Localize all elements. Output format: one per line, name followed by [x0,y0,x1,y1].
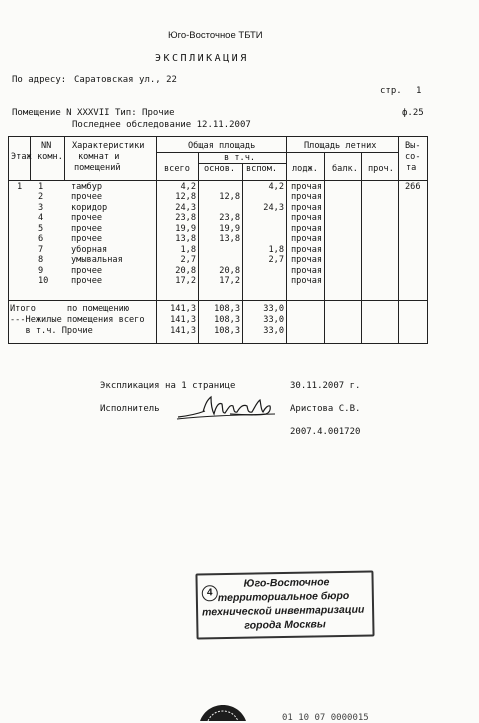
room-name: прочее [71,213,103,223]
totals-main-area: 108,3 [214,304,240,314]
room-name: прочее [71,266,103,276]
height-value: 266 [405,182,421,192]
room-total-area: 1,8 [180,245,196,255]
round-seal-partial [198,704,248,721]
room-type: прочая [291,255,323,265]
bottom-code: 01 10 07 0000015 [282,713,369,723]
survey-line: Последнее обследование 12.11.2007 [72,120,251,130]
signature [175,392,280,422]
totals-total-area: 141,3 [170,304,196,314]
address-label: По адресу: [12,75,67,85]
room-total-area: 4,2 [180,182,196,192]
totals-label: в т.ч. Прочие [10,326,93,336]
floor-value: 1 [17,182,23,192]
head-summer: Площадь летних [304,141,377,151]
room-aux-area: 2,7 [268,255,284,265]
executor-name: Аристова С.В. [290,404,361,414]
totals-label: Итого по помещению [10,304,129,314]
room-total-area: 20,8 [175,266,196,276]
totals-main-area: 108,3 [214,315,240,325]
room-type: прочая [291,245,323,255]
head-char-1: Характеристики [72,141,145,151]
org-name: Юго-Восточное ТБТИ [168,30,263,41]
totals-label: ---Нежилые помещения всего [10,315,145,325]
room-name: уборная [71,245,108,255]
room-type: прочая [291,266,323,276]
stamp-line-4: города Москвы [244,618,326,632]
head-incl: в т.ч. [224,153,256,163]
room-number: 3 [38,203,44,213]
page-number: 1 [416,86,422,96]
totals-aux-area: 33,0 [263,326,284,336]
stamp-line-3: технической инвентаризации [202,603,365,619]
totals-aux-area: 33,0 [263,315,284,325]
head-height-3: та [406,163,417,173]
room-name: прочее [71,192,103,202]
totals-main-area: 108,3 [214,326,240,336]
head-all: всего [164,164,190,174]
head-height-1: Вы- [405,141,421,151]
room-number: 4 [38,213,44,223]
totals-aux-area: 33,0 [263,304,284,314]
room-main-area: 19,9 [219,224,240,234]
room-number: 6 [38,234,44,244]
head-total-area: Общая площадь [188,141,256,151]
room-name: тамбур [71,182,103,192]
room-total-area: 23,8 [175,213,196,223]
room-main-area: 20,8 [219,266,240,276]
room-number: 2 [38,192,44,202]
page-label: стр. [380,86,402,96]
head-balcony: балк. [332,164,358,174]
room-type: прочая [291,224,323,234]
room-name: прочее [71,234,103,244]
room-aux-area: 24,3 [263,203,284,213]
room-name: прочее [71,276,103,286]
room-aux-area: 4,2 [268,182,284,192]
doc-code: 2007.4.001720 [290,427,361,437]
footer-date: 30.11.2007 г. [290,381,361,391]
executor-label: Исполнитель [100,404,160,414]
room-type: прочая [291,234,323,244]
room-number: 7 [38,245,44,255]
room-number: 1 [38,182,44,192]
room-total-area: 24,3 [175,203,196,213]
bti-stamp [195,570,374,639]
room-name: коридор [71,203,108,213]
totals-total-area: 141,3 [170,326,196,336]
room-name: умывальная [71,255,123,265]
head-main: основ. [204,164,236,174]
document-title: ЭКСПЛИКАЦИЯ [155,53,249,64]
head-other: проч. [368,164,394,174]
head-char-3: помещений [74,163,121,173]
room-number: 8 [38,255,44,265]
room-total-area: 13,8 [175,234,196,244]
head-aux: вспом. [246,164,278,174]
address-value: Саратовская ул., 22 [74,75,177,85]
room-number: 9 [38,266,44,276]
room-type: прочая [291,213,323,223]
room-type: прочая [291,182,323,192]
room-aux-area: 1,8 [268,245,284,255]
room-number: 10 [38,276,49,286]
head-nn: NN [41,141,52,151]
room-type: прочая [291,192,323,202]
stamp-line-2: территориальное бюро [217,589,350,605]
room-type: прочая [291,203,323,213]
pages-line: Экспликация на 1 странице [100,381,236,391]
head-loggia: лодж. [292,164,318,174]
head-height-2: со- [405,152,421,162]
room-main-area: 13,8 [219,234,240,244]
room-main-area: 23,8 [219,213,240,223]
head-char-2: комнат и [78,152,120,162]
room-number: 5 [38,224,44,234]
form-code: ф.25 [402,108,424,118]
room-total-area: 12,8 [175,192,196,202]
room-type: прочая [291,276,323,286]
room-total-area: 17,2 [175,276,196,286]
head-floor: Этаж [11,152,32,162]
room-main-area: 17,2 [219,276,240,286]
totals-total-area: 141,3 [170,315,196,325]
room-line: Помещение N XXXVII Тип: Прочие [12,108,175,118]
stamp-line-1: Юго-Восточное [243,576,330,590]
room-name: прочее [71,224,103,234]
head-nn-room: комн. [37,152,63,162]
room-main-area: 12,8 [219,192,240,202]
stamp-number: 4 [202,585,218,601]
room-total-area: 19,9 [175,224,196,234]
room-total-area: 2,7 [180,255,196,265]
